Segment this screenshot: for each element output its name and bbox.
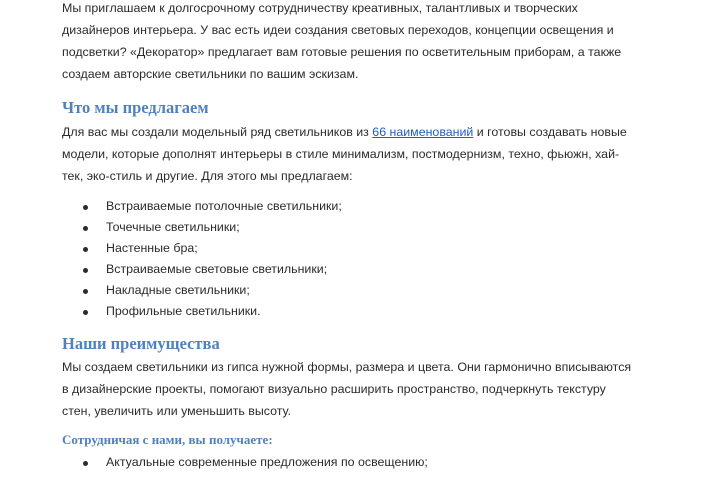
bullet-icon: [83, 310, 88, 315]
list-item-text: Профильные светильники.: [106, 304, 261, 318]
intro-line-1: Мы приглашаем к долгосрочному сотрудничеству креативных, талантливых и творческих: [62, 1, 578, 15]
offer-paragraph: [62, 121, 672, 187]
list-item: [80, 217, 342, 238]
advantages-heading: Наши преимущества: [62, 334, 220, 353]
list-item: [80, 280, 342, 301]
advantages-paragraph: [62, 356, 672, 422]
offer-line-2: модели, которые дополнят интерьеры в стиле минимализм, постмодернизм, техно, фьюжн, хай-: [62, 147, 620, 161]
benefits-heading: Сотрудничая с нами, вы получаете:: [62, 432, 273, 447]
intro-line-3: подсветки? «Декоратор» предлагает вам готовые решения по осветительным приборам, а также: [62, 45, 622, 59]
list-item: [80, 301, 342, 322]
bullet-icon: [83, 247, 88, 252]
bullet-icon: [83, 461, 88, 466]
list-item-text: Встраиваемые потолочные светильники;: [106, 199, 342, 213]
benefits-list: [80, 452, 428, 473]
advantages-line-1: Мы создаем светильники из гипса нужной формы, размера и цвета. Они гармонично вписываются: [62, 360, 632, 374]
advantages-line-3: стен, увеличить или уменьшить высоту.: [62, 404, 291, 418]
bullet-icon: [83, 205, 88, 210]
list-item: [80, 452, 428, 473]
bullet-icon: [83, 226, 88, 231]
intro-line-4: создаем авторские светильники по вашим эскизам.: [62, 67, 359, 81]
offer-heading: Что мы предлагаем: [62, 98, 209, 117]
list-item-text: Точечные светильники;: [106, 220, 240, 234]
offer-list: [80, 196, 342, 322]
bullet-icon: [83, 289, 88, 294]
list-item-text: Встраиваемые световые светильники;: [106, 262, 328, 276]
intro-line-2: дизайнеров интерьера. У вас есть идеи создания световых переходов, концепции освещения и: [62, 23, 614, 37]
advantages-line-2: в дизайнерские проекты, помогают визуально расширить пространство, подчеркнуть текстуру: [62, 382, 606, 396]
list-item-text: Накладные светильники;: [106, 283, 250, 297]
list-item: [80, 238, 342, 259]
list-item: [80, 259, 342, 280]
list-item-text: Настенные бра;: [106, 241, 198, 255]
offer-line-1-end: и готовы создавать новые: [473, 125, 627, 139]
offer-line-1-start: Для вас мы создали модельный ряд светильников из: [62, 125, 373, 139]
bullet-icon: [83, 268, 88, 273]
intro-paragraph: [62, 0, 672, 85]
models-count-link[interactable]: 66 наименований: [372, 125, 474, 139]
offer-line-3: тек, эко-стиль и другие. Для этого мы предлагаем:: [62, 169, 353, 183]
list-item: [80, 196, 342, 217]
list-item-text: Актуальные современные предложения по освещению;: [106, 455, 428, 469]
